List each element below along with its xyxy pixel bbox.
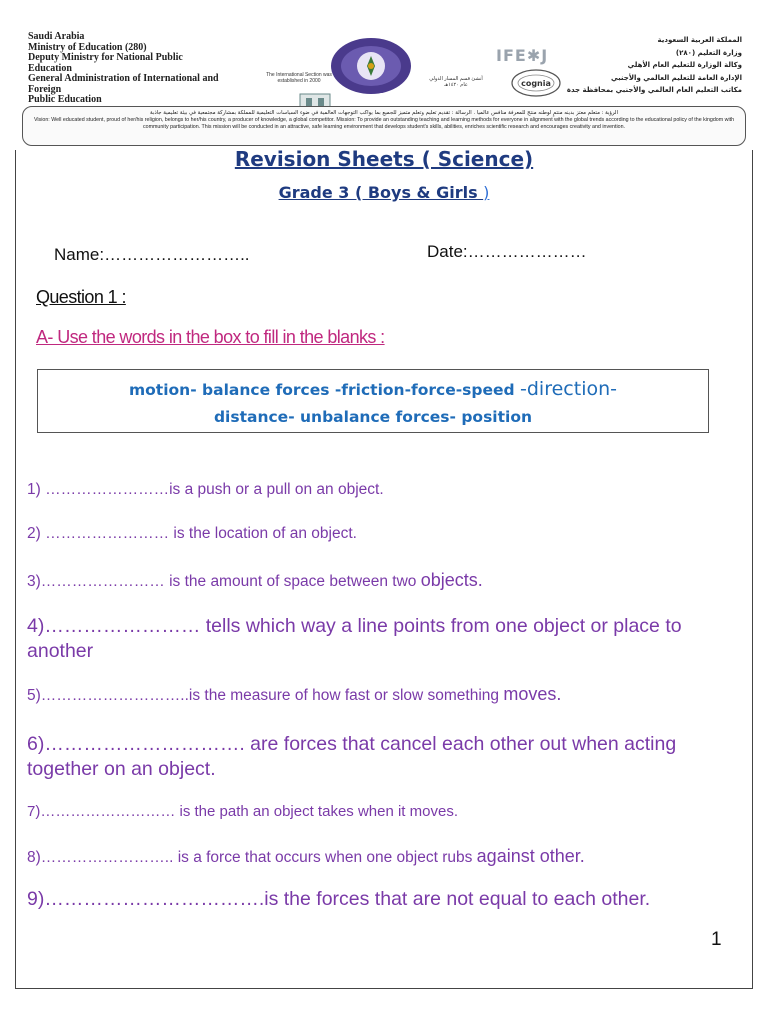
- letterhead-line: Foreign: [28, 83, 62, 95]
- name-field: Name:……………………..: [54, 245, 250, 264]
- svg-text:cognia: cognia: [521, 79, 551, 88]
- letterhead: [16, 28, 754, 150]
- letterhead-line: مكاتب التعليم العام العالمي والأجنبي بمحافظة جدة: [566, 86, 742, 94]
- question-item-7: 7)……………………… is the path an object takes when it moves.: [27, 803, 458, 820]
- logo-arabic-caption: أنشئ قسم المسار الدولي عام ١٤٢٠هـ: [429, 76, 483, 88]
- letterhead-line: Saudi Arabia: [28, 31, 85, 42]
- page-border-bottom: [15, 988, 753, 989]
- logo-caption: The International Section was established in 2000: [266, 72, 332, 84]
- vision-english: Vision: Well educated student, proud of her/his religion, belongs to her/his country, a producer of knowledge, a global competitor. Mission: To provide an outstanding teaching and learning methods for everyone in alignment with the global trends according to the educational policy of the kingdom with community participation. This mission will be conducted in an attractive, safe learning environment that develops student's skills, abilities, enriches scientific research and encourages creativity and invention.: [33, 117, 735, 130]
- page-title: Revision Sheets ( Science): [234, 147, 534, 171]
- question-item-5: 5)………………………..is the measure of how fast or slow something moves.: [27, 684, 562, 704]
- word-bank-line-2: distance- unbalance forces- position: [213, 408, 533, 426]
- ife-logo: IFE✱J: [496, 46, 549, 65]
- letterhead-english: [28, 32, 298, 106]
- letterhead-line: وكالة الوزارة للتعليم العام الأهلي: [627, 61, 742, 69]
- instruction-text: A- Use the words in the box to fill in the blanks :: [36, 327, 385, 347]
- letterhead-line: Public Education: [28, 94, 102, 105]
- letterhead-line: المملكة العربية السعودية: [657, 36, 742, 44]
- question-item-6: 6)…………………………. are forces that cancel each other out when acting together on an object.: [27, 733, 677, 780]
- letterhead-line: وزارة التعليم (٢٨٠): [675, 48, 742, 57]
- question-item-4: 4)…………………… tells which way a line points from one object or place to another: [27, 615, 682, 662]
- question-item-1: 1) ……………………is a push or a pull on an object.: [27, 481, 384, 498]
- date-field: Date:…………………: [427, 242, 587, 261]
- page-border-left: [15, 150, 16, 988]
- letterhead-arabic: [502, 34, 742, 97]
- letterhead-line: Education: [28, 62, 72, 74]
- word-bank-box: [37, 369, 709, 433]
- question-item-2: 2) …………………… is the location of an object.: [27, 525, 357, 542]
- page-number: 1: [711, 929, 722, 950]
- question-heading: Question 1 :: [36, 287, 126, 307]
- question-item-8: 8)…………………….. is a force that occurs when one object rubs against other.: [27, 846, 585, 866]
- school-logo: [322, 36, 420, 96]
- letterhead-line: General Administration of International and: [28, 73, 219, 84]
- letterhead-line: Ministry of Education (280): [28, 41, 147, 53]
- letterhead-line: الإدارة العامة للتعليم العالمي والأجنبي: [610, 73, 742, 82]
- question-item-9: 9)…………………………….is the forces that are not equal to each other.: [27, 888, 651, 910]
- page-border-right: [752, 150, 753, 988]
- vision-mission-box: [22, 106, 746, 146]
- word-bank-line-1: motion- balance forces -friction-force-speed -direction-: [128, 378, 617, 400]
- vision-arabic: الرؤية : متعلم معتز بدينه منتمٍ لوطنه منتج للمعرفة منافس عالمياً . الرسالة : تقديم تعليم وتعلم متميز للجميع بما يواكب التوجهات العالمية في ضوء السياسات التعليمية للمملكة بمشاركة مجتمعية في بيئة تعليمية جاذبة: [150, 110, 618, 116]
- page-subtitle: Grade 3 ( Boys & Girls ): [278, 183, 490, 202]
- question-item-3: 3)…………………… is the amount of space between two objects.: [27, 570, 483, 590]
- letterhead-line: Deputy Ministry for National Public: [28, 52, 183, 63]
